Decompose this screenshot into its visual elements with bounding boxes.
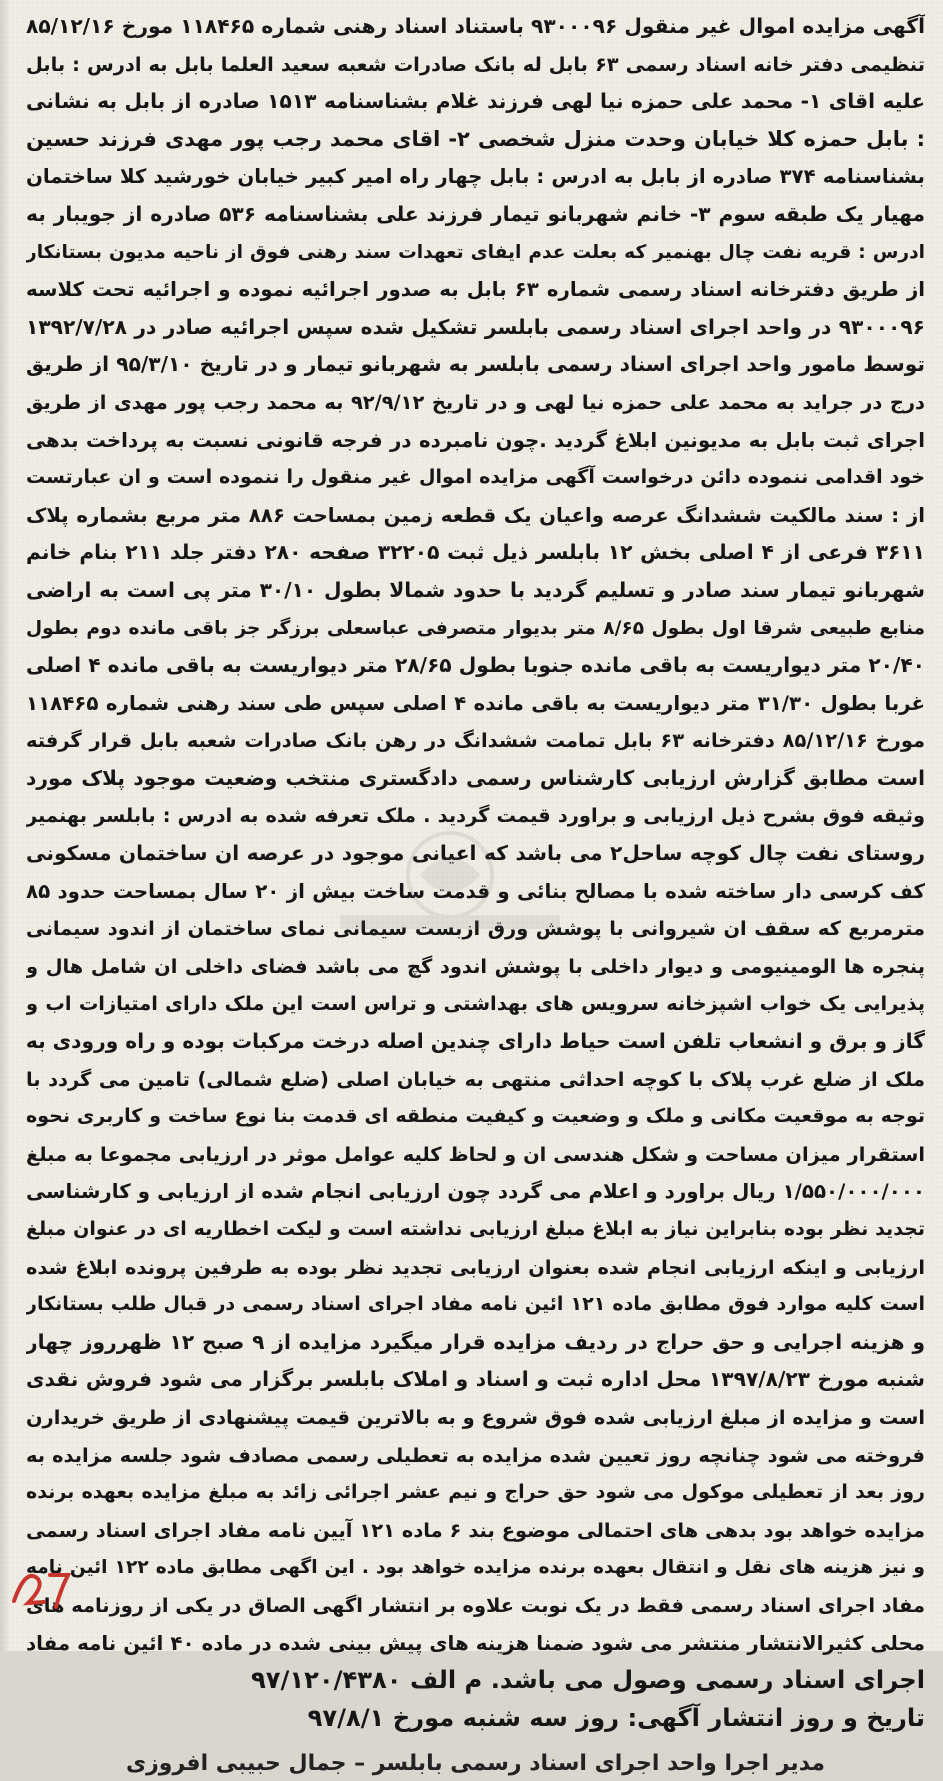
publish-date-line: تاریخ و روز انتشار آگهی: روز سه شنبه مورخ ۹۷/۸/۱ [307,1703,925,1732]
notice-line: پذیرایی یک خواب اشپزخانه سرویس های بهداشتی و تراس است این ملک دارای امتیازات اب و [26,992,925,1016]
notice-line: بشناسنامه ۳۷۴ صادره از بابل به ادرس : بابل چهار راه امیر کبیر خیابان خورشید کلا ساختمان [26,165,925,189]
notice-line: توجه به موقعیت مکانی و ملک و وضعیت و کیفیت منطقه ای قدمت بنا نوع ساخت و کاربری نحوه [26,1105,925,1128]
notice-line: محلی کثیرالانتشار منتشر می شود ضمنا هزینه های پیش بینی شده در ماده ۴۰ ائین نامه مفاد [26,1631,925,1655]
notice-line: است کلیه موارد فوق مطابق ماده ۱۲۱ ائین نامه مفاد اجرای اسناد رسمی در قبال طلب بستانکار [26,1293,925,1316]
notice-line: ارزیابی و اینکه ارزیابی انجام شده بعنوان ارزیابی تجدید نظر بوده به طرفین پرونده ابلاغ شده [26,1255,925,1279]
notice-line: شنبه مورخ ۱۳۹۷/۸/۲۳ محل اداره ثبت و اسناد و املاک بابلسر برگزار می شود فروش نقدی [26,1367,925,1392]
signature-line: مدیر اجرا واحد اجرای اسناد رسمی بابلسر – جمال حبیبی افروزی [125,1751,826,1777]
scan-shadow-edge [0,0,10,1651]
notice-line: ۱/۵۵۰/۰۰۰/۰۰۰ ریال براورد و اعلام می گردد چون ارزیابی انجام شده از ارزیابی و کارشناسی [26,1180,925,1204]
notice-line: مفاد اجرای اسناد رسمی فقط در یک نوبت علاوه بر انتشار اگهی الصاق در یکی از روزنامه های [26,1593,925,1617]
notice-line: مزایده خواهد بود بدهی های احتمالی موضوع بند ۶ ماده ۱۲۱ آیین نامه مفاد اجرای اسناد رسمی [26,1518,925,1542]
notice-line: توسط مامور واحد اجرای اسناد رسمی بابلسر به شهربانو تیمار و در تاریخ ۹۵/۳/۱۰ از طریق [26,352,925,377]
notice-line: ۳۶۱۱ فرعی از ۴ اصلی بخش ۱۲ بابلسر ذیل ثبت ۳۲۲۰۵ صفحه ۲۸۰ دفتر جلد ۲۱۱ بنام خانم [26,540,925,565]
notice-line: از : سند مالکیت ششدانگ عرصه واعیان یک قطعه زمین بمساحت ۸۸۶ متر مربع بشماره پلاک [26,503,925,527]
notice-line: روستای نفت چال کوچه ساحل۲ می باشد که اعیانی موجود در عرصه ان ساختمان مسکونی [26,841,925,866]
notice-line: گاز و برق و انشعاب تلفن است حیاط دارای چندین اصله درخت مرکبات بوده و راه ورودی به [26,1029,925,1054]
notice-line: مترمربع که سقف ان شیروانی با پوشش ورق ازبست سیمانی نمای ساختمان از اندود سیمانی [26,917,925,941]
notice-line: پنجره ها الومینیومی و دیوار داخلی با پوشش اندود گچ می باشد فضای داخلی ان شامل هال و [26,954,925,978]
notice-line: و نیز هزینه های نقل و انتقال بعهده برنده مزایده خواهد بود . این اگهی مطابق ماده ۱۲۲ ائین نامه [26,1557,925,1579]
notice-line: ادرس : قریه نفت چال بهنمیر که بعلت عدم ایفای تعهدات سند رهنی فوق از ناحیه مدیون بستانکار [26,241,925,263]
notice-line: علیه اقای ۱- محمد علی حمزه نیا لهی فرزند غلام بشناسنامه ۱۵۱۳ صادره از بابل به نشانی [26,89,925,114]
auction-notice-body [26,8,925,1700]
notice-line: ملک از ضلع غرب پلاک با کوچه احداثی منتهی به خیابان اصلی (ضلع شمالی) تامین می گردد با [26,1067,925,1091]
notice-line: اجرای اسناد رسمی وصول می باشد. م الف ۹۷/۱۲۰/۴۳۸۰ [250,1666,925,1695]
notice-line: آگهی مزایده اموال غیر منقول ۹۳۰۰۰۹۶ باستناد اسناد رهنی شماره ۱۱۸۴۶۵ مورخ ۸۵/۱۲/۱۶ [26,14,925,38]
notice-line: ۲۰/۴۰ متر دیواریست به باقی مانده جنوبا بطول ۲۸/۶۵ متر دیواریست به باقی مانده ۴ اصلی [26,653,925,678]
notice-line: مهیار یک طبقه سوم ۳- خانم شهربانو تیمار فرزند علی بشناسنامه ۵۳۶ صادره از جویبار به [26,201,925,226]
notice-line: استقرار میزان مساحت و شکل هندسی ان و لحاظ کلیه عوامل موثر در ارزیابی مجموعا به مبلغ [26,1142,925,1166]
notice-line: : بابل حمزه کلا خیابان وحدت منزل شخصی ۲- اقای محمد رجب پور مهدی فرزند حسین [26,126,925,151]
notice-line: تنظیمی دفتر خانه اسناد رسمی ۶۳ بابل له بانک صادرات شعبه سعید العلما بابل به ادرس : بابل [26,52,925,76]
notice-line: وثیقه فوق بشرح ذیل ارزیابی و براورد قیمت گردید . ملک تعرفه شده به ادرس : بابلسر بهنمیر [26,804,925,828]
notice-line: کف کرسی دار ساخته شده با مصالح بنائی و قدمت ساخت بیش از ۲۰ سال بمساحت حدود ۸۵ [26,879,925,903]
notice-line: است و مزایده از مبلغ ارزیابی شده فوق شروع و به بالاترین قیمت پیشنهادی از طریق خریدارن [26,1405,925,1429]
notice-line: منابع طبیعی شرقا اول بطول ۸/۶۵ متر بدیوار متصرفی عباسعلی برزگر جز باقی مانده دوم بطول [26,617,925,639]
notice-line: روز بعد از تعطیلی موکول می شود حق حراج و نیم عشر اجرائی زائد به مبلغ مزایده بعهده برنده [26,1481,925,1504]
notice-line: شهربانو تیمار سند صادر و تسلیم گردید با حدود شمالا بطول ۳۰/۱۰ متر پی است به اراضی [26,577,925,602]
notice-line: اجرای ثبت بابل به مدیونین ابلاغ گردید .چون نامبرده در فرجه قانونی نسبت به پرداخت بدهی [26,428,925,452]
notice-line: درج در جراید به محمد علی حمزه نیا لهی و در تاریخ ۹۲/۹/۱۲ به محمد رجب پور مهدی از طریق [26,390,925,414]
notice-line: خود اقدامی ننموده دائن درخواست آگهی مزایده اموال غیر منقول را ننموده است و ان عبارتست [26,466,925,489]
notice-line: است مطابق گزارش ارزیابی کارشناس رسمی دادگستری منتخب وضعیت موجود پلاک مورد [26,765,925,790]
notice-line: ۹۳۰۰۰۹۶ در واحد اجرای اسناد رسمی بابلسر تشکیل شده سپس اجرائیه صادر در ۱۳۹۲/۷/۲۸ [26,314,925,339]
notice-line: تجدید نظر بوده بنابراین نیاز به ابلاغ مبلغ ارزیابی نداشته است و لیکت اخطاریه ای در عنوان مبلغ [26,1218,925,1240]
notice-line: و هزینه اجرایی و حق حراج در ردیف مزایده قرار میگیرد مزایده از ۹ صبح ۱۲ ظهرروز چهار [26,1329,925,1354]
notice-line: فروخته می شود چنانچه روز تعیین شده مزایده به تعطیلی رسمی مصادف شود جلسه مزایده به [26,1443,925,1467]
notice-line: مورخ ۸۵/۱۲/۱۶ دفترخانه ۶۳ بابل تمامت ششدانگ در رهن بانک صادرات شعبه بابل قرار گرفته [26,729,925,753]
notice-line: از طریق دفترخانه اسناد رسمی شماره ۶۳ بابل به صدور اجرائیه نموده و اجرائیه تحت کلاسه [26,278,925,302]
notice-line: غربا بطول ۳۱/۳۰ متر دیواریست به باقی مانده ۴ اصلی سپس طی سند رهنی شماره ۱۱۸۴۶۵ [26,691,925,715]
